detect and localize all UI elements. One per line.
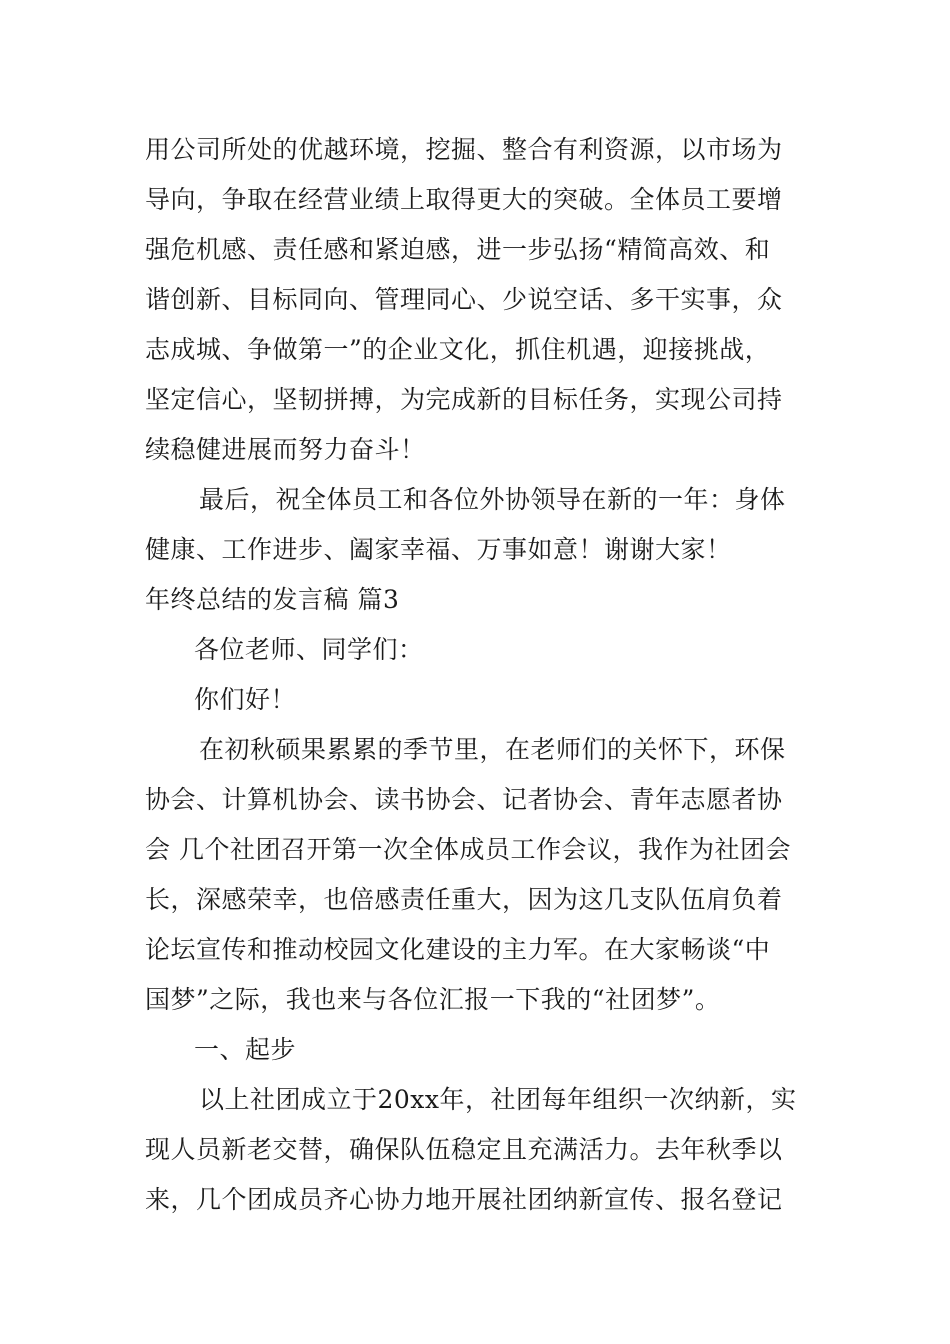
- body-line: 用公司所处的优越环境，挖掘、整合有利资源，以市场为: [145, 135, 783, 164]
- paragraph-first-line: 在初秋硕果累累的季节里，在老师们的关怀下，环保: [199, 735, 786, 764]
- body-line: 现人员新老交替，确保队伍稳定且充满活力。去年秋季以: [145, 1135, 783, 1164]
- body-line: 来，几个团成员齐心协力地开展社团纳新宣传、报名登记: [145, 1185, 783, 1214]
- body-line: 导向，争取在经营业绩上取得更大的突破。全体员工要增: [145, 185, 783, 214]
- section-heading: 年终总结的发言稿 篇3: [145, 585, 400, 614]
- body-line: 谐创新、目标同向、管理同心、少说空话、多干实事，众: [145, 285, 783, 314]
- body-line: 续稳健进展而努力奋斗！: [145, 435, 426, 464]
- paragraph-first-line: 最后，祝全体员工和各位外协领导在新的一年：身体: [199, 485, 786, 514]
- subheading: 一、起步: [194, 1035, 297, 1064]
- body-line: 国梦”之际，我也来与各位汇报一下我的“社团梦”。: [145, 985, 721, 1014]
- body-line: 论坛宣传和推动校园文化建设的主力军。在大家畅谈“中: [145, 935, 771, 964]
- greeting: 你们好！: [194, 685, 297, 714]
- body-line: 志成城、争做第一”的企业文化，抓住机遇，迎接挑战，: [145, 335, 771, 364]
- body-line: 强危机感、责任感和紧迫感，进一步弘扬“精简高效、和: [145, 235, 771, 264]
- body-line: 协会、计算机协会、读书协会、记者协会、青年志愿者协: [145, 785, 783, 814]
- salutation: 各位老师、同学们：: [194, 635, 424, 664]
- body-line: 健康、工作进步、阖家幸福、万事如意！谢谢大家！: [145, 535, 732, 564]
- body-line: 会 几个社团召开第一次全体成员工作会议，我作为社团会: [145, 835, 791, 864]
- body-line: 坚定信心，坚韧拼搏，为完成新的目标任务，实现公司持: [145, 385, 783, 414]
- paragraph-first-line: 以上社团成立于20xx年，社团每年组织一次纳新，实: [199, 1085, 797, 1114]
- body-line: 长，深感荣幸，也倍感责任重大，因为这几支队伍肩负着: [145, 885, 783, 914]
